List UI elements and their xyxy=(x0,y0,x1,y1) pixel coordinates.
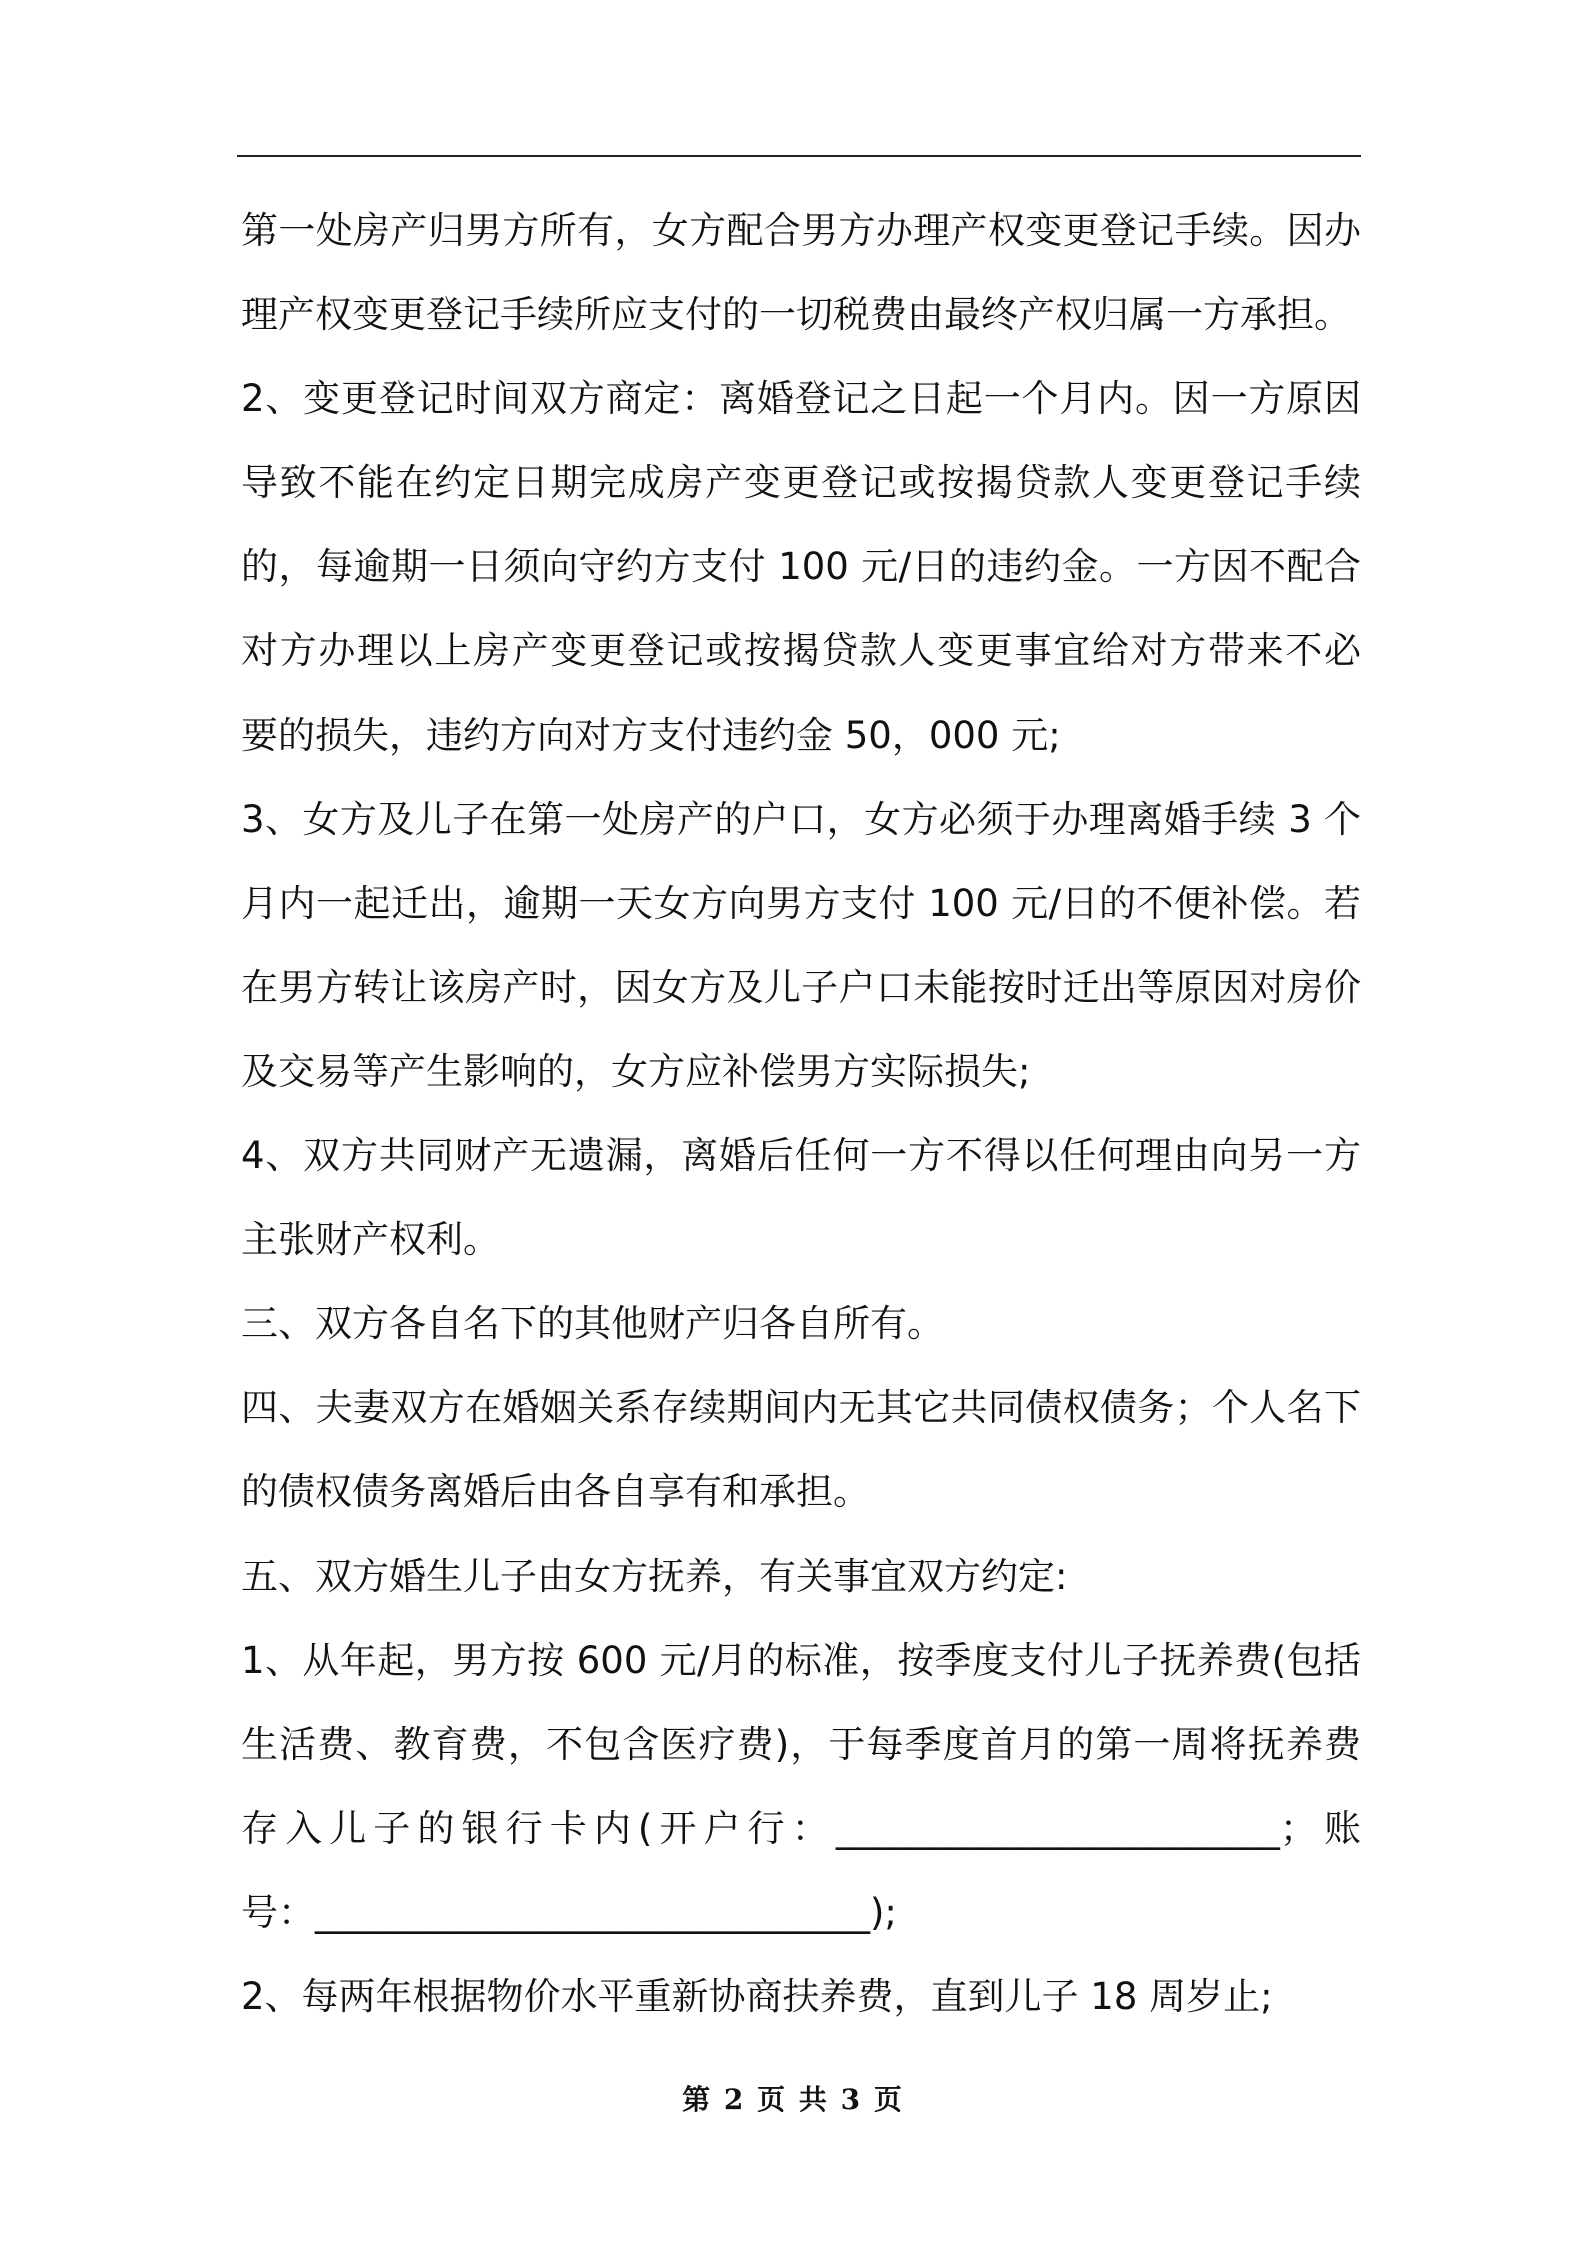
document-body xyxy=(241,189,1361,2039)
text-line: 及交易等产生影响的，女方应补偿男方实际损失; xyxy=(241,1049,1031,1093)
page-number: 第 2 页 共 3 页 xyxy=(682,2083,904,2116)
text-line: 2、每两年根据物价水平重新协商扶养费，直到儿子 18 周岁止; xyxy=(241,1974,1273,2018)
header-divider xyxy=(237,155,1361,157)
text-line: 2、变更登记时间双方商定：离婚登记之日起一个月内。因一方原因 xyxy=(241,377,1361,421)
text-line: 四、夫妻双方在婚姻关系存续期间内无其它共同债权债务；个人名下 xyxy=(241,1386,1361,1430)
text-line: 主张财产权利。 xyxy=(241,1218,500,1262)
text-line: 三、双方各自名下的其他财产归各自所有。 xyxy=(241,1302,944,1346)
text-line: 在男方转让该房产时，因女方及儿子户口未能按时迁出等原因对房价 xyxy=(241,965,1361,1009)
text-line: 月内一起迁出，逾期一天女方向男方支付 100 元/日的不便补偿。若 xyxy=(241,881,1361,925)
text-line: 的债权债务离婚后由各自享有和承担。 xyxy=(241,1470,870,1514)
text-line: 的，每逾期一日须向守约方支付 100 元/日的违约金。一方因不配合 xyxy=(241,545,1361,589)
text-line: 生活费、教育费，不包含医疗费)，于每季度首月的第一周将抚养费 xyxy=(241,1722,1361,1766)
text-line: 号：______________________________); xyxy=(241,1890,897,1934)
text-line: 理产权变更登记手续所应支付的一切税费由最终产权归属一方承担。 xyxy=(241,293,1351,337)
text-line: 1、从年起，男方按 600 元/月的标准，按季度支付儿子抚养费(包括 xyxy=(241,1638,1361,1682)
text-line: 第一处房产归男方所有，女方配合男方办理产权变更登记手续。因办 xyxy=(241,209,1361,252)
text-line: 五、双方婚生儿子由女方抚养，有关事宜双方约定: xyxy=(241,1554,1068,1598)
text-line: 对方办理以上房产变更登记或按揭贷款人变更事宜给对方带来不必 xyxy=(241,629,1361,673)
text-line: 要的损失，违约方向对方支付违约金 50，000 元; xyxy=(241,713,1061,757)
text-line: 3、女方及儿子在第一处房产的户口，女方必须于办理离婚手续 3 个 xyxy=(241,797,1361,841)
text-line: 存入儿子的银行卡内(开户行：________________________；账 xyxy=(241,1806,1361,1850)
text-line: 4、双方共同财产无遗漏，离婚后任何一方不得以任何理由向另一方 xyxy=(241,1134,1361,1178)
text-line: 导致不能在约定日期完成房产变更登记或按揭贷款人变更登记手续 xyxy=(241,461,1361,505)
